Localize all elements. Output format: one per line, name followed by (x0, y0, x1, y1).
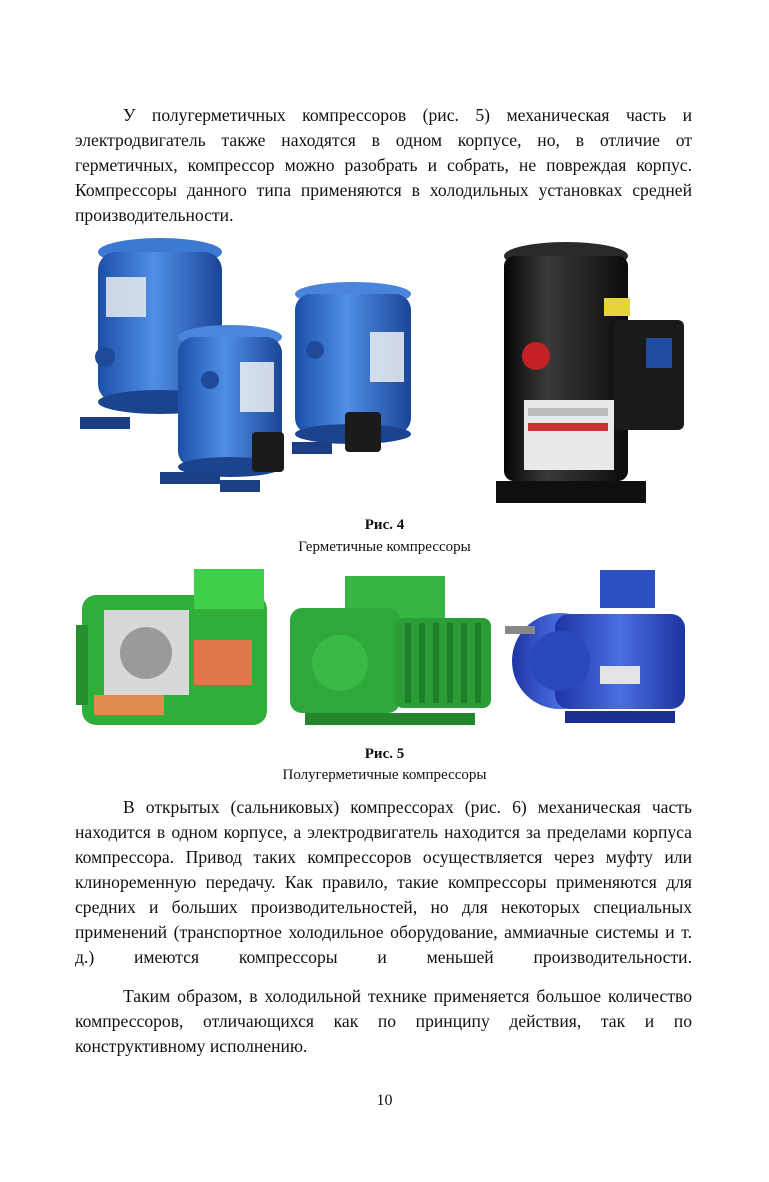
figure-5-green-cutaway-compressor (74, 565, 274, 737)
page-number: 10 (376, 1092, 393, 1109)
figure-5-caption: Полугерметичные компрессоры (282, 767, 487, 783)
figure-4-label: Рис. 4 (364, 517, 405, 533)
figure-4-caption: Герметичные компрессоры (298, 539, 471, 555)
figure-5-label: Рис. 5 (364, 746, 405, 762)
paragraph-conclusion: Таким образом, в холодильной технике применяется большое количество компрессоров, отличающихся как по принципу действия, так и по конструктивному исполнению. (75, 986, 692, 1056)
paragraph-open-compressors: В открытых (сальниковых) компрессорах (рис. 6) механическая часть находится в одном корпусе, а электродвигатель находится за пределами корпуса компрессора. Привод таких компрессоров осуществляется через муфту или клиноременную передачу. Как правило, такие компрессоры применяются для средних и больших производительностей, но для некоторых специальных применений (транспортное холодильное оборудование, аммиачные системы и т. д.) имеются компрессоры и меньшей производительности. (75, 797, 692, 967)
paragraph-semi-hermetic-intro: У полугерметичных компрессоров (рис. 5) механическая часть и электродвигатель также находятся в одном корпусе, но, в отличие от герметичных, компрессор можно разобрать и собрать, не повреждая корпус. Компрессоры данного типа применяются в холодильных установках средней производительности. (75, 105, 692, 225)
figure-4-blue-hermetic-compressors (70, 232, 415, 497)
figure-5-blue-semi-hermetic-compressor (505, 566, 695, 738)
figure-4-black-scroll-compressor (496, 238, 706, 510)
figure-5-green-semi-hermetic-compressor (285, 568, 497, 736)
